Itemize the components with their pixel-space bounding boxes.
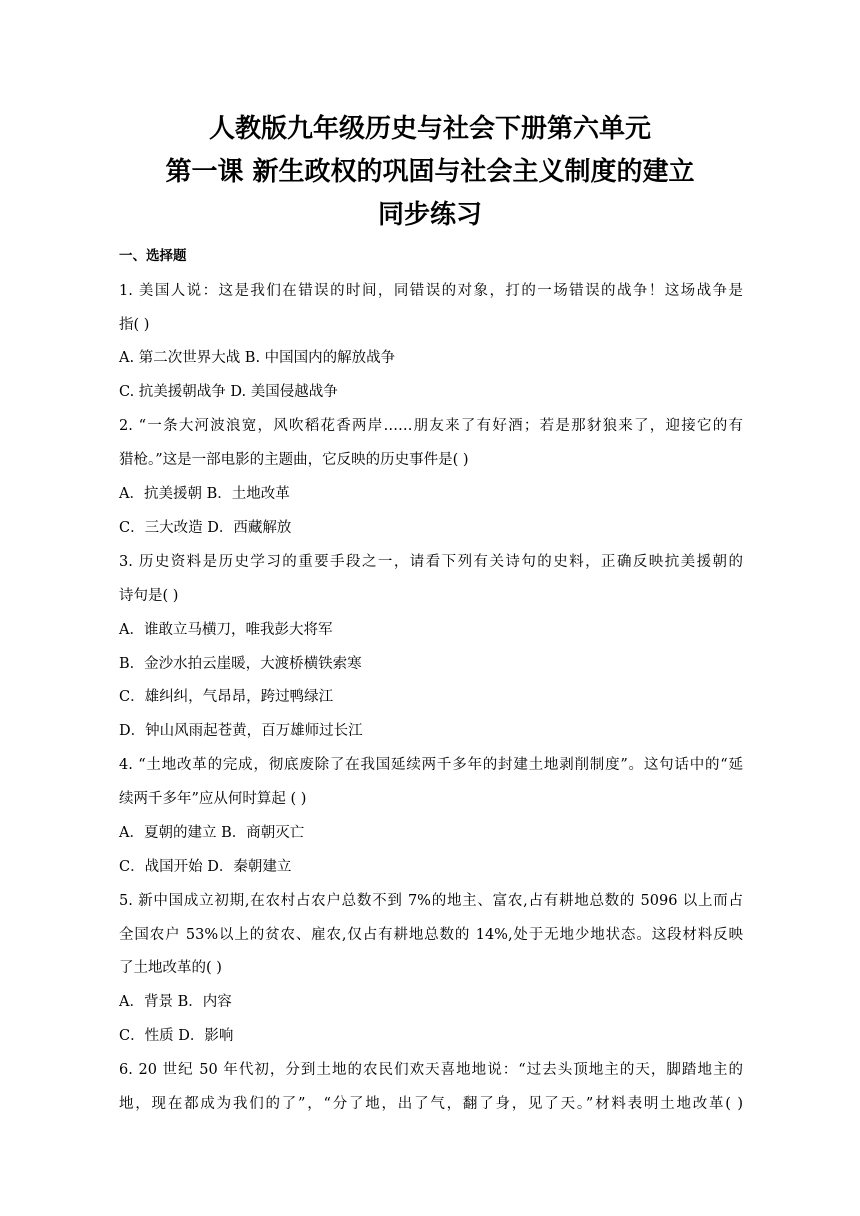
question-5-option-line-1: A．背景 B．内容 (119, 994, 232, 1010)
doc-title-line-2: 第一课 新生政权的巩固与社会主义制度的建立 (165, 157, 695, 187)
question-1-option-line-1: A. 第二次世界大战 B. 中国国内的解放战争 (119, 350, 396, 366)
question-3-option-d: D．钟山风雨起苍黄，百万雄师过长江 (119, 723, 363, 739)
question-5-stem-line-3: 了土地改革的( ) (119, 960, 222, 976)
doc-title-line-1: 人教版九年级历史与社会下册第六单元 (208, 114, 651, 144)
question-5-stem-line-1: 5. 新中国成立初期,在农村占农户总数不到 7%的地主、富农,占有耕地总数的 5096 以上而占 (119, 893, 743, 909)
question-3-option-c: C．雄纠纠，气昂昂，跨过鸭绿江 (119, 689, 334, 705)
question-4-option-line-1: A．夏朝的建立 B．商朝灭亡 (119, 825, 305, 841)
question-2-stem-line-1: 2. “一条大河波浪宽，风吹稻花香两岸……朋友来了有好酒；若是那豺狼来了，迎接它的有 (119, 418, 743, 434)
question-1-option-line-2: C. 抗美援朝战争 D. 美国侵越战争 (119, 384, 338, 400)
question-2-stem-line-2: 猎枪。”这是一部电影的主题曲，它反映的历史事件是( ) (119, 452, 469, 468)
question-6-stem-line-2: 地，现在都成为我们的了”，“分了地，出了气，翻了身，见了天。”材料表明土地改革( ) (119, 1096, 743, 1112)
question-5-option-line-2: C．性质 D．影响 (119, 1028, 234, 1044)
question-3-stem-line-2: 诗句是( ) (119, 588, 179, 604)
question-5-stem-line-2: 全国农户 53%以上的贫农、雇农,仅占有耕地总数的 14%,处于无地少地状态。这段材料反映 (119, 927, 743, 943)
question-4-stem-line-1: 4. “土地改革的完成，彻底废除了在我国延续两千多年的封建土地剥削制度”。这句话中的“延 (119, 757, 743, 773)
question-6-stem-line-1: 6. 20 世纪 50 年代初，分到土地的农民们欢天喜地地说：“过去头顶地主的天，脚踏地主的 (119, 1062, 743, 1078)
question-1-stem-line-1: 1. 美国人说：这是我们在错误的时间，同错误的对象，打的一场错误的战争！这场战争是 (119, 283, 743, 299)
question-2-option-line-2: C．三大改造 D．西藏解放 (119, 520, 292, 536)
doc-subtitle: 同步练习 (377, 200, 482, 230)
question-1-stem-line-2: 指( ) (119, 317, 150, 333)
section-heading: 一、选择题 (119, 248, 187, 264)
question-3-option-b: B．金沙水拍云崖暖，大渡桥横铁索寒 (119, 656, 362, 672)
question-4-option-line-2: C．战国开始 D．秦朝建立 (119, 859, 292, 875)
question-3-stem-line-1: 3. 历史资料是历史学习的重要手段之一，请看下列有关诗句的史料，正确反映抗美援朝的 (119, 554, 743, 570)
question-4-stem-line-2: 续两千多年”应从何时算起 ( ) (119, 791, 307, 807)
question-2-option-line-1: A．抗美援朝 B．土地改革 (119, 486, 290, 502)
question-3-option-a: A．谁敢立马横刀，唯我彭大将军 (119, 622, 333, 638)
